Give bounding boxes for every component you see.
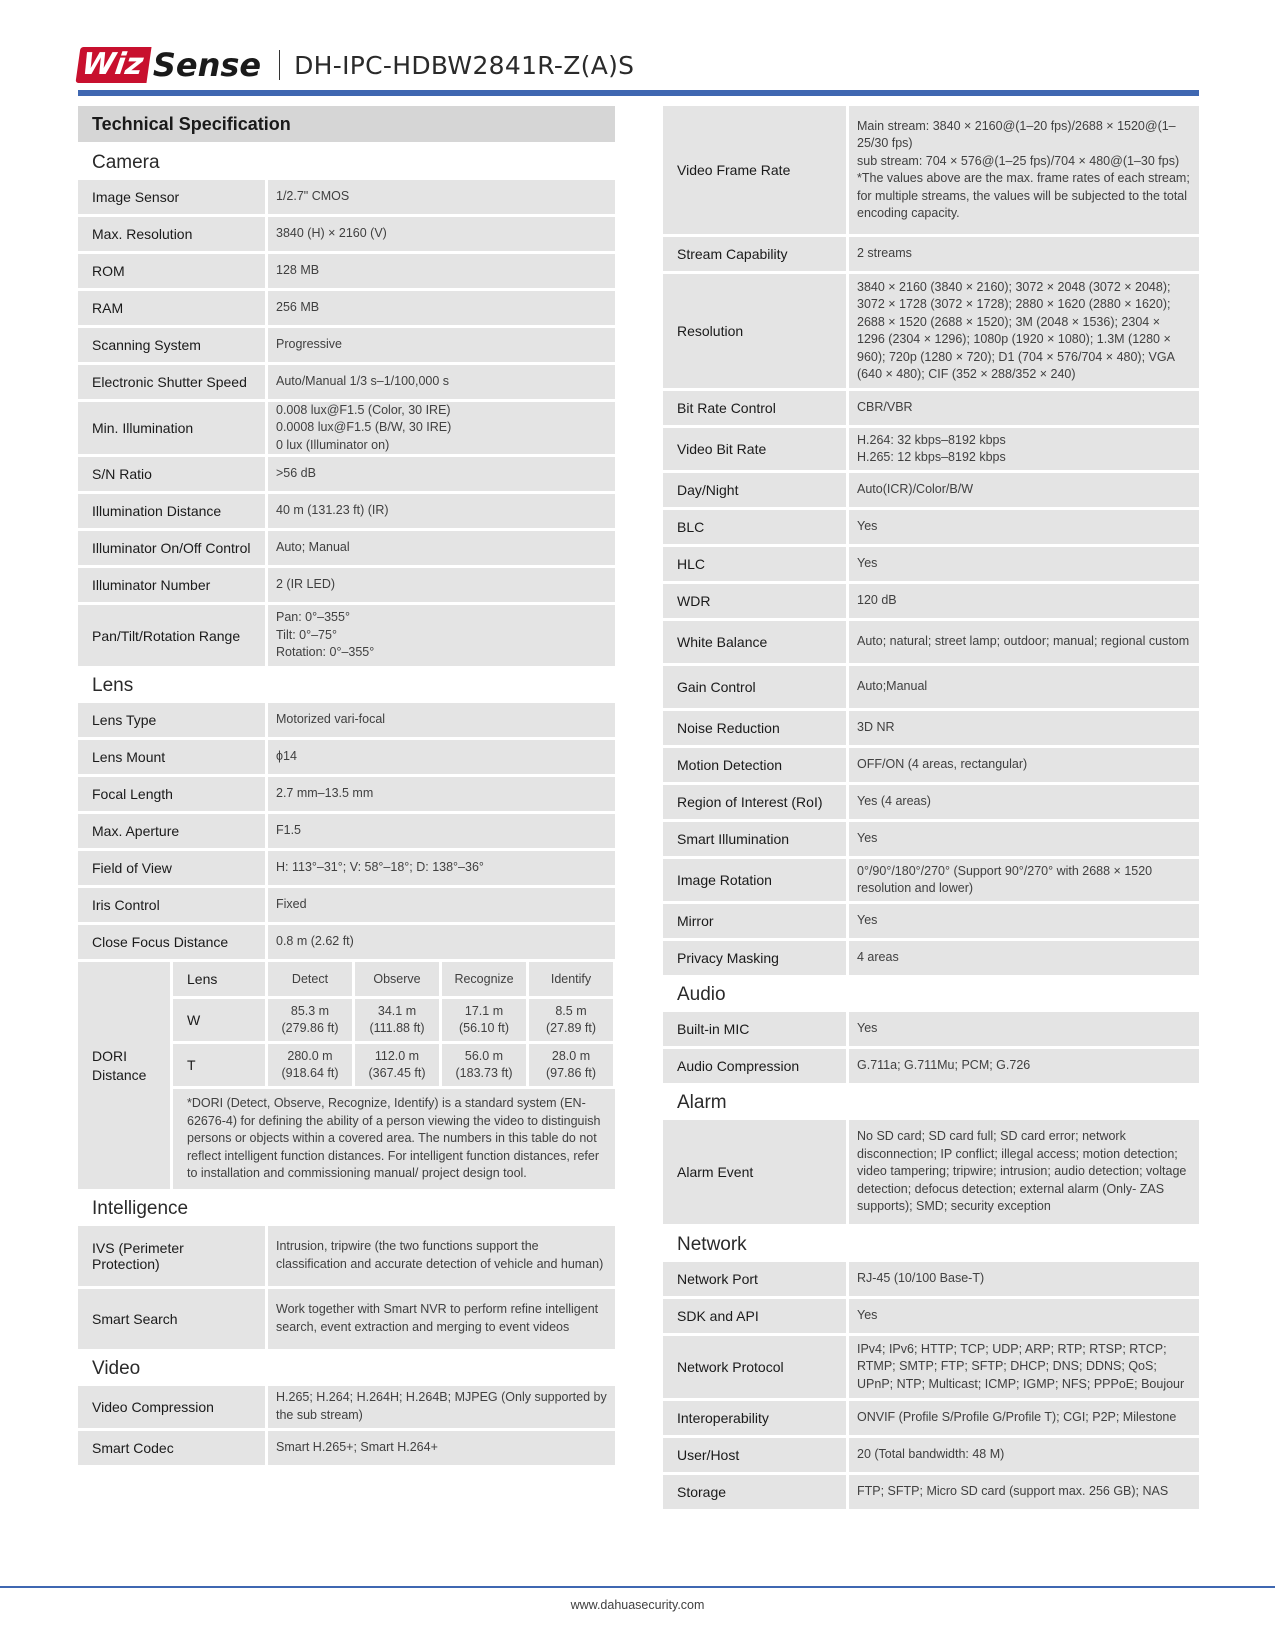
spec-row [78, 888, 615, 922]
footer-url: www.dahuasecurity.com [570, 1598, 705, 1612]
header-rule [78, 90, 1199, 96]
spec-value: RJ-45 (10/100 Base-T) [849, 1262, 1199, 1296]
video-cont-table [663, 106, 1199, 975]
left-column [78, 106, 615, 1468]
spec-value: H.264: 32 kbps–8192 kbps H.265: 12 kbps–8192 kbps [849, 428, 1199, 470]
spec-key: Storage [663, 1475, 846, 1509]
spec-key: Noise Reduction [663, 711, 846, 745]
spec-row [78, 1386, 615, 1428]
spec-key: IVS (Perimeter Protection) [78, 1226, 265, 1286]
spec-key: Resolution [663, 274, 846, 388]
dori-cell: W [173, 999, 265, 1041]
spec-row [78, 1226, 615, 1286]
spec-row [663, 584, 1199, 618]
spec-row [78, 457, 615, 491]
spec-key: Illumination Distance [78, 494, 265, 528]
spec-key: Scanning System [78, 328, 265, 362]
logo-sense-text: Sense [152, 46, 262, 84]
spec-row [78, 568, 615, 602]
spec-value: IPv4; IPv6; HTTP; TCP; UDP; ARP; RTP; RTSP; RTCP; RTMP; SMTP; FTP; SFTP; DHCP; DNS; DDNS; QoS; UPnP; NTP; Multicast; ICMP; IGMP; NFS; PPPoE; Boujour [849, 1336, 1199, 1398]
spec-key: Pan/Tilt/Rotation Range [78, 605, 265, 666]
spec-value: >56 dB [268, 457, 615, 491]
spec-row [78, 365, 615, 399]
spec-row [78, 605, 615, 666]
right-column [663, 106, 1199, 1512]
spec-key: Network Port [663, 1262, 846, 1296]
spec-row [663, 666, 1199, 708]
spec-value: G.711a; G.711Mu; PCM; G.726 [849, 1049, 1199, 1083]
spec-value: F1.5 [268, 814, 615, 848]
spec-key: Image Rotation [663, 859, 846, 901]
video-table [78, 1386, 615, 1465]
spec-row [663, 473, 1199, 507]
spec-key: Bit Rate Control [663, 391, 846, 425]
spec-key: Close Focus Distance [78, 925, 265, 959]
spec-value: ϕ14 [268, 740, 615, 774]
spec-value: Yes [849, 1299, 1199, 1333]
spec-row [663, 621, 1199, 663]
spec-value: Yes [849, 904, 1199, 938]
dori-cell: 17.1 m (56.10 ft) [442, 999, 526, 1041]
spec-row [663, 1049, 1199, 1083]
dori-header-cell: Identify [529, 962, 613, 996]
spec-row [663, 1438, 1199, 1472]
spec-key: Interoperability [663, 1401, 846, 1435]
section-alarm: Alarm [677, 1092, 727, 1113]
spec-row [78, 740, 615, 774]
spec-row [663, 1299, 1199, 1333]
spec-row [78, 180, 615, 214]
spec-key: Stream Capability [663, 237, 846, 271]
spec-row [78, 402, 615, 454]
spec-key: Alarm Event [663, 1120, 846, 1224]
spec-key: Iris Control [78, 888, 265, 922]
section-network: Network [677, 1234, 747, 1255]
spec-value: ONVIF (Profile S/Profile G/Profile T); CGI; P2P; Milestone [849, 1401, 1199, 1435]
spec-value: Yes [849, 547, 1199, 581]
spec-value: Fixed [268, 888, 615, 922]
spec-row [78, 851, 615, 885]
spec-key: Lens Mount [78, 740, 265, 774]
spec-value: H: 113°–31°; V: 58°–18°; D: 138°–36° [268, 851, 615, 885]
spec-value: 0°/90°/180°/270° (Support 90°/270° with 2688 × 1520 resolution and lower) [849, 859, 1199, 901]
spec-key: Video Frame Rate [663, 106, 846, 234]
spec-row [78, 1289, 615, 1349]
spec-value: Intrusion, tripwire (the two functions support the classification and accurate detection of vehicle and human) [268, 1226, 615, 1286]
spec-key: White Balance [663, 621, 846, 663]
spec-key: WDR [663, 584, 846, 618]
spec-value: Auto; natural; street lamp; outdoor; manual; regional custom [849, 621, 1199, 663]
audio-table [663, 1012, 1199, 1083]
dori-header-cell: Detect [268, 962, 352, 996]
spec-value: Progressive [268, 328, 615, 362]
dori-cell: 34.1 m (111.88 ft) [355, 999, 439, 1041]
spec-key: ROM [78, 254, 265, 288]
spec-key: HLC [663, 547, 846, 581]
spec-value: Auto;Manual [849, 666, 1199, 708]
camera-table [78, 180, 615, 666]
spec-value: No SD card; SD card full; SD card error; network disconnection; IP conflict; illegal access; motion detection; video tampering; tripwire; intrusion; audio detection; voltage detection; defocus detection; external alarm (Only- ZAS supports); SMD; security exception [849, 1120, 1199, 1224]
section-video: Video [92, 1357, 141, 1379]
spec-value: 3840 × 2160 (3840 × 2160); 3072 × 2048 (3072 × 2048); 3072 × 1728 (3072 × 1728); 2880 × 1620 (2880 × 1620); 2688 × 1520 (2688 × 1520); 3M (2048 × 1536); 2304 × 1296 (2304 × 1296); 1080p (1920 × 1080); 1.3M (1280 × 960); 720p (1280 × 720); D1 (704 × 576/704 × 480); VGA (640 × 480); CIF (352 × 288/352 × 240) [849, 274, 1199, 388]
dori-label: DORI Distance [78, 962, 170, 1189]
section-lens: Lens [92, 675, 134, 696]
section-intelligence: Intelligence [92, 1197, 189, 1219]
spec-row [78, 814, 615, 848]
logo-wiz-text: Wiz [75, 47, 151, 83]
spec-value: Auto/Manual 1/3 s–1/100,000 s [268, 365, 615, 399]
spec-row [78, 254, 615, 288]
spec-key: Field of View [78, 851, 265, 885]
spec-key: Illuminator On/Off Control [78, 531, 265, 565]
spec-row [78, 328, 615, 362]
network-table [663, 1262, 1199, 1509]
dori-cell: T [173, 1044, 265, 1086]
dori-table [78, 962, 615, 1189]
spec-key: User/Host [663, 1438, 846, 1472]
spec-row [663, 547, 1199, 581]
spec-row [78, 217, 615, 251]
spec-value: 1/2.7" CMOS [268, 180, 615, 214]
dori-note: *DORI (Detect, Observe, Recognize, Identify) is a standard system (EN-62676-4) for defining the ability of a person viewing the video to distinguish persons or objects within a covered area. The numbers in this table do not reflect intelligent function distances. For intelligent function distances, refer to installation and commissioning manual/ project design tool. [173, 1089, 615, 1189]
dori-header-cell: Recognize [442, 962, 526, 996]
spec-key: Lens Type [78, 703, 265, 737]
dori-cell: 280.0 m (918.64 ft) [268, 1044, 352, 1086]
spec-key: Focal Length [78, 777, 265, 811]
spec-value: 3D NR [849, 711, 1199, 745]
dori-cell: 8.5 m (27.89 ft) [529, 999, 613, 1041]
dori-body [173, 962, 615, 1189]
spec-value: 128 MB [268, 254, 615, 288]
spec-row [78, 494, 615, 528]
spec-key: Region of Interest (RoI) [663, 785, 846, 819]
spec-key: Max. Aperture [78, 814, 265, 848]
spec-value: 256 MB [268, 291, 615, 325]
spec-row [78, 1431, 615, 1465]
spec-row [663, 428, 1199, 470]
spec-key: Smart Search [78, 1289, 265, 1349]
footer-rule [0, 1586, 1275, 1588]
page-title: Technical Specification [78, 106, 615, 142]
spec-value: 20 (Total bandwidth: 48 M) [849, 1438, 1199, 1472]
spec-key: RAM [78, 291, 265, 325]
spec-value: Auto; Manual [268, 531, 615, 565]
spec-key: Max. Resolution [78, 217, 265, 251]
spec-row [663, 1475, 1199, 1509]
dori-cell: 85.3 m (279.86 ft) [268, 999, 352, 1041]
spec-row [663, 510, 1199, 544]
spec-row [78, 777, 615, 811]
spec-key: Smart Illumination [663, 822, 846, 856]
spec-row [78, 925, 615, 959]
spec-row [663, 1401, 1199, 1435]
dori-cell: 56.0 m (183.73 ft) [442, 1044, 526, 1086]
spec-key: Day/Night [663, 473, 846, 507]
spec-key: BLC [663, 510, 846, 544]
spec-value: 120 dB [849, 584, 1199, 618]
spec-row [663, 1262, 1199, 1296]
spec-value: Work together with Smart NVR to perform refine intelligent search, event extraction and merging to event videos [268, 1289, 615, 1349]
spec-value: 0.8 m (2.62 ft) [268, 925, 615, 959]
section-camera: Camera [92, 152, 160, 173]
model-number: DH-IPC-HDBW2841R-Z(A)S [294, 50, 635, 80]
spec-key: Audio Compression [663, 1049, 846, 1083]
spec-row [663, 748, 1199, 782]
spec-row [663, 785, 1199, 819]
dori-row-t [173, 1044, 615, 1086]
spec-value: 2 streams [849, 237, 1199, 271]
spec-row [663, 904, 1199, 938]
spec-key: Electronic Shutter Speed [78, 365, 265, 399]
spec-value: OFF/ON (4 areas, rectangular) [849, 748, 1199, 782]
dori-header-cell: Observe [355, 962, 439, 996]
wizsense-logo [78, 45, 261, 85]
dori-cell: 112.0 m (367.45 ft) [355, 1044, 439, 1086]
spec-value: H.265; H.264; H.264H; H.264B; MJPEG (Only supported by the sub stream) [268, 1386, 615, 1428]
spec-value: Yes [849, 822, 1199, 856]
dori-row-w [173, 999, 615, 1041]
spec-key: Gain Control [663, 666, 846, 708]
spec-value: FTP; SFTP; Micro SD card (support max. 256 GB); NAS [849, 1475, 1199, 1509]
spec-key: Video Bit Rate [663, 428, 846, 470]
spec-value: Pan: 0°–355° Tilt: 0°–75° Rotation: 0°–355° [268, 605, 615, 666]
spec-row [663, 237, 1199, 271]
dori-cell: 28.0 m (97.86 ft) [529, 1044, 613, 1086]
spec-key: Motion Detection [663, 748, 846, 782]
spec-row [663, 1336, 1199, 1398]
spec-key: Min. Illumination [78, 402, 265, 454]
section-audio: Audio [677, 984, 726, 1005]
spec-key: Network Protocol [663, 1336, 846, 1398]
spec-key: Illuminator Number [78, 568, 265, 602]
header-divider [279, 50, 280, 80]
alarm-table [663, 1120, 1199, 1224]
spec-value: CBR/VBR [849, 391, 1199, 425]
spec-key: Privacy Masking [663, 941, 846, 975]
spec-row [663, 941, 1199, 975]
spec-value: 3840 (H) × 2160 (V) [268, 217, 615, 251]
spec-key: S/N Ratio [78, 457, 265, 491]
spec-row [663, 1012, 1199, 1046]
spec-row [663, 106, 1199, 234]
spec-value: Yes (4 areas) [849, 785, 1199, 819]
intelligence-table [78, 1226, 615, 1349]
dori-header-row [173, 962, 615, 996]
spec-value: Auto(ICR)/Color/B/W [849, 473, 1199, 507]
spec-key: Mirror [663, 904, 846, 938]
spec-row [663, 859, 1199, 901]
spec-value: 0.008 lux@F1.5 (Color, 30 IRE) 0.0008 lux@F1.5 (B/W, 30 IRE) 0 lux (Illuminator on) [268, 402, 615, 454]
spec-value: Smart H.265+; Smart H.264+ [268, 1431, 615, 1465]
dori-header-cell: Lens [173, 962, 265, 996]
spec-row [663, 822, 1199, 856]
spec-row [78, 531, 615, 565]
spec-row [663, 391, 1199, 425]
spec-key: SDK and API [663, 1299, 846, 1333]
spec-value: Main stream: 3840 × 2160@(1–20 fps)/2688 × 1520@(1–25/30 fps) sub stream: 704 × 576@(1–25 fps)/704 × 480@(1–30 fps) *The values above are the max. frame rates of each stream; for multiple streams, the values will be subjected to the total encoding capacity. [849, 106, 1199, 234]
spec-row [663, 1120, 1199, 1224]
spec-row [78, 703, 615, 737]
spec-value: Yes [849, 1012, 1199, 1046]
spec-key: Video Compression [78, 1386, 265, 1428]
spec-key: Image Sensor [78, 180, 265, 214]
spec-value: Motorized vari-focal [268, 703, 615, 737]
page-header [78, 40, 634, 90]
spec-key: Built-in MIC [663, 1012, 846, 1046]
spec-value: Yes [849, 510, 1199, 544]
spec-value: 40 m (131.23 ft) (IR) [268, 494, 615, 528]
spec-key: Smart Codec [78, 1431, 265, 1465]
lens-table [78, 703, 615, 959]
spec-row [663, 274, 1199, 388]
spec-row [78, 291, 615, 325]
spec-value: 2 (IR LED) [268, 568, 615, 602]
spec-value: 2.7 mm–13.5 mm [268, 777, 615, 811]
spec-value: 4 areas [849, 941, 1199, 975]
spec-row [663, 711, 1199, 745]
